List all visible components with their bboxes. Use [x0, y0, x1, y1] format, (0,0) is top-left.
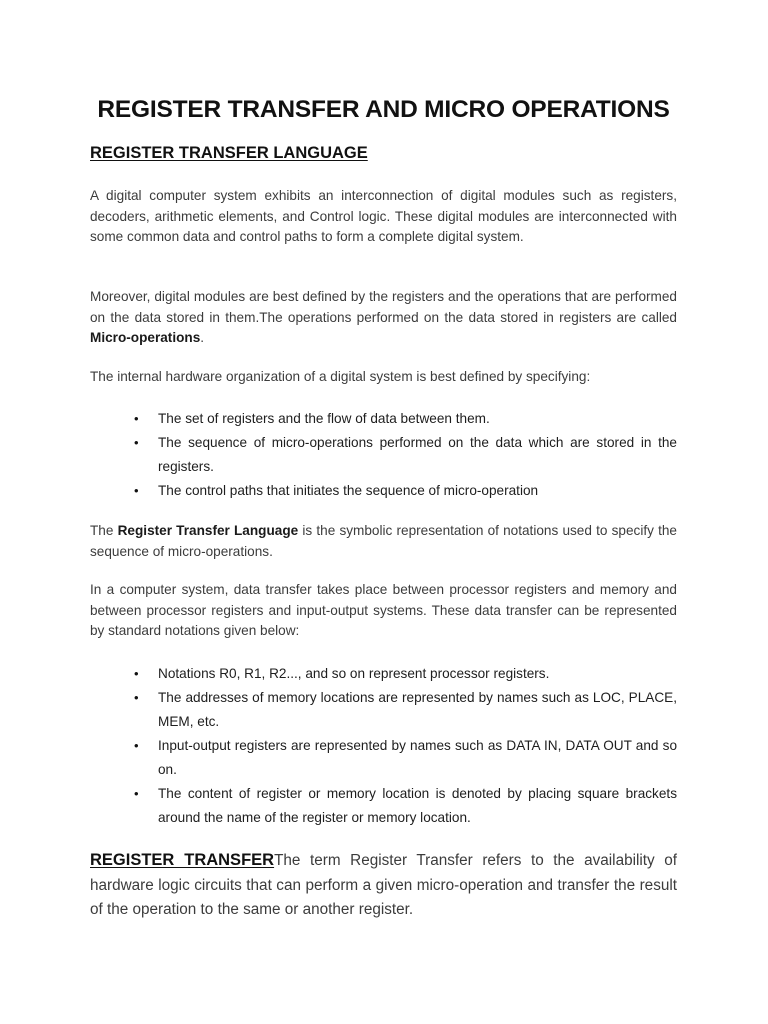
list-item	[90, 782, 677, 830]
list-item-text: The set of registers and the flow of data between them.	[158, 411, 490, 426]
paragraph-micro-operations	[90, 287, 677, 349]
bullet-icon: •	[134, 690, 139, 705]
paragraph-text: The	[90, 523, 118, 538]
list-item	[90, 431, 677, 479]
list-item	[90, 479, 677, 503]
paragraph-text: .	[200, 330, 205, 345]
paragraph-register-transfer	[90, 848, 677, 923]
bold-term-rtl: Register Transfer Language	[117, 523, 299, 538]
bullet-icon: •	[134, 738, 139, 753]
bullet-icon: •	[134, 666, 139, 681]
list-item	[90, 734, 677, 782]
bullet-icon: •	[134, 786, 139, 801]
bullet-icon: •	[134, 435, 139, 450]
paragraph-text: Moreover, digital modules are best defined by the registers and the operations that are performed on the data stored in them.The operations performed on the data stored in registers are called	[90, 289, 677, 325]
section-heading: REGISTER TRANSFER LANGUAGE	[90, 144, 368, 162]
bullet-icon: •	[134, 483, 139, 498]
list-item-text: The addresses of memory locations are represented by names such as LOC, PLACE, MEM, etc.	[158, 690, 677, 729]
register-transfer-heading: REGISTER TRANSFER	[90, 851, 275, 869]
paragraph-organization: The internal hardware organization of a digital system is best defined by specifying:	[90, 369, 591, 384]
list-item-text: The sequence of micro-operations performed on the data which are stored in the registers.	[158, 435, 677, 474]
document-title: REGISTER TRANSFER AND MICRO OPERATIONS	[97, 96, 670, 123]
paragraph-text: The term Register Transfer refers to the availability of hardware logic circuits that can perform a given micro-operation and transfer the result of the operation to the same or another register.	[90, 852, 677, 918]
notations-list	[90, 662, 677, 830]
bullet-icon: •	[134, 411, 139, 426]
paragraph-rtl-definition	[90, 521, 677, 562]
paragraph-data-transfer: In a computer system, data transfer takes place between processor registers and memory and between processor registers and input-output systems. These data transfer can be represented by standard notations given below:	[90, 582, 677, 638]
list-item-text: Input-output registers are represented by names such as DATA IN, DATA OUT and so on.	[158, 738, 677, 777]
paragraph-text: is the symbolic representation of notations used to specify the sequence of micro-operations.	[90, 523, 677, 559]
list-item	[90, 662, 677, 686]
organization-list	[90, 407, 677, 503]
list-item-text: The control paths that initiates the sequence of micro-operation	[158, 483, 539, 498]
list-item-text: Notations R0, R1, R2..., and so on represent processor registers.	[158, 666, 550, 681]
list-item	[90, 407, 677, 431]
paragraph-intro: A digital computer system exhibits an interconnection of digital modules such as registers, decoders, arithmetic elements, and Control logic. These digital modules are interconnected with some common data and control paths to form a complete digital system.	[90, 188, 677, 244]
bold-term-micro-operations: Micro-operations	[90, 330, 201, 345]
list-item-text: The content of register or memory location is denoted by placing square brackets around the name of the register or memory location.	[158, 786, 677, 825]
list-item	[90, 686, 677, 734]
